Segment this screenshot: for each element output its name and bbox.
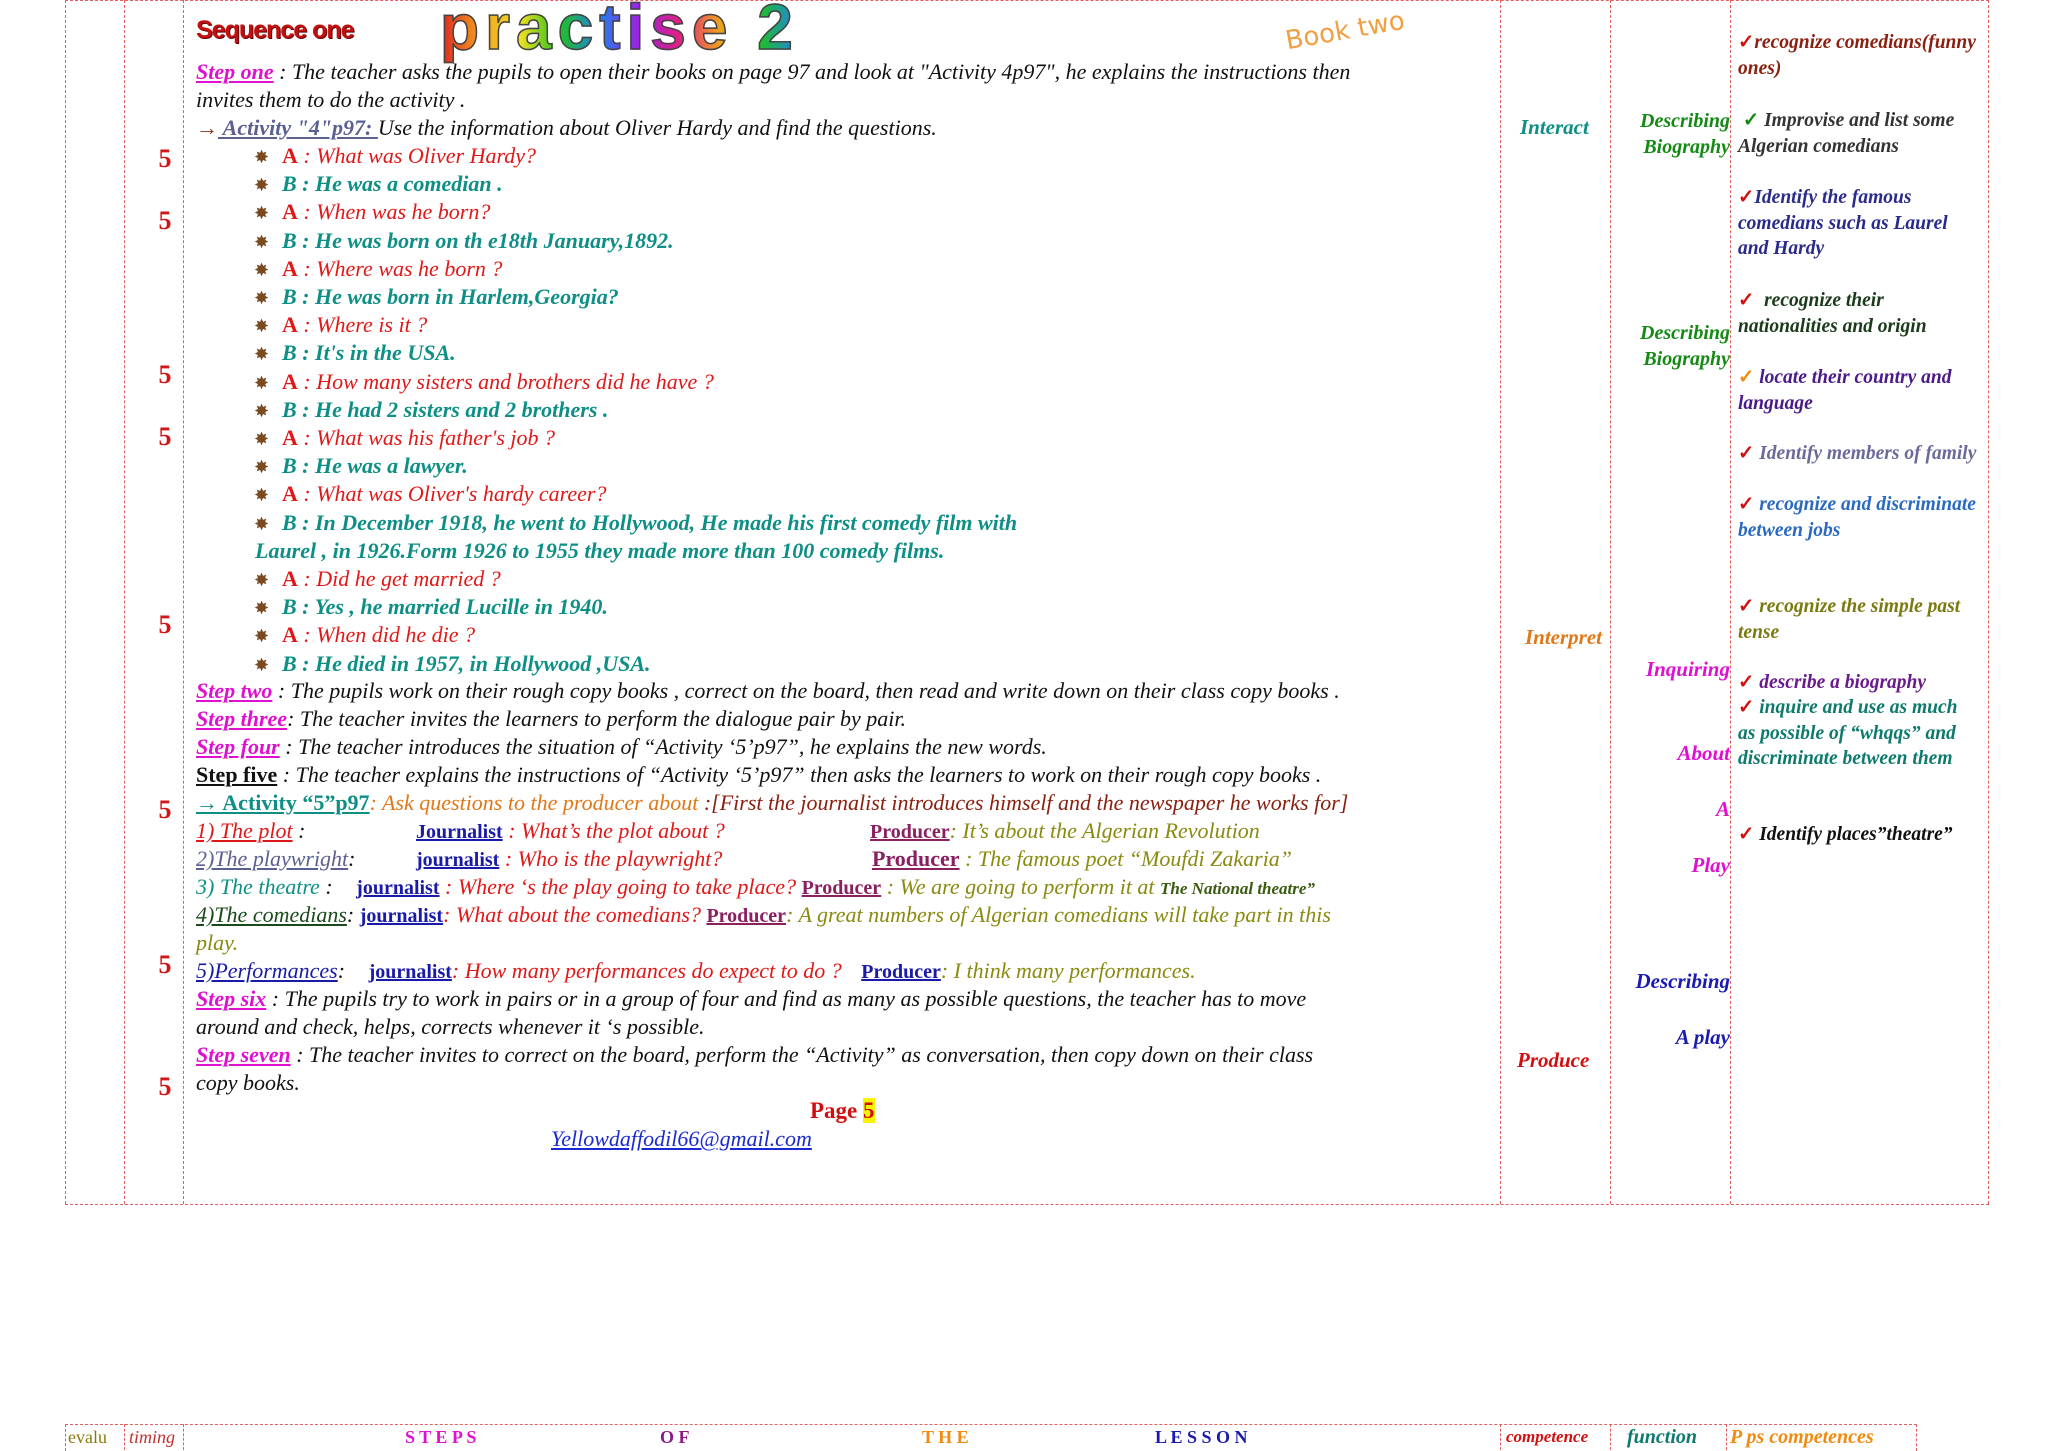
speaker: A [282,566,298,591]
speaker: B : [282,650,310,676]
question: : How many performances do expect to do ? [451,958,842,983]
check-icon: ✓ [1738,367,1755,388]
competence-interpret: Interpret [1525,625,1603,649]
dialogue-line [254,650,651,679]
topic: 1) The plot [196,818,293,843]
page-number-label: Page 5 [810,1098,875,1123]
bullet-icon: ✸ [254,598,270,619]
page-number: 5 [863,1098,875,1123]
competence-interact: Interact [1520,115,1589,139]
topic: 4)The comedians [196,902,347,927]
competence-produce: Produce [1517,1048,1590,1072]
check-icon: ✓ [1738,290,1755,311]
dialogue-line: ✸ A : Where is it ? [254,311,427,340]
pps-item: ✓ Identify places”theatre” [1738,824,1953,845]
footer-divider [124,1424,125,1450]
col-divider [65,0,66,1204]
bullet-icon: ✸ [254,429,270,449]
row-playwright-a [872,845,1292,873]
email-link[interactable]: Yellowdaffodil66@gmail.com [551,1126,812,1151]
journalist-label: journalist [368,961,452,983]
row-performances: 5)Performances: journalist: How many performances do expect to do ? Producer: I think many performances. [196,958,1196,983]
answer: : I think many performances. [940,958,1196,983]
topic: 5)Performances [196,958,338,983]
dialogue-text: He was a lawyer. [315,453,468,479]
footer-timing: timing [129,1427,176,1447]
bullet-icon: ✸ [254,231,270,252]
footer-divider [183,1424,184,1450]
bullet-icon: ✸ [254,400,270,421]
col-divider [1610,0,1611,1204]
dialogue-text: Yes , he married Lucille in 1940. [314,594,608,620]
step-label: Step six [196,986,267,1011]
check-icon: ✓ [1742,110,1760,131]
row-comedians-cont: play. [196,930,239,955]
footer-divider [1610,1424,1611,1450]
speaker: A [282,312,298,338]
dialogue-line: ✸ A : How many sisters and brothers did he have ? [254,368,714,397]
step-two [196,677,1340,705]
check-icon: ✓ [1738,443,1755,464]
book-label: Book two [1283,5,1408,57]
dialogue-line [255,537,944,565]
dialogue-line [254,452,468,481]
speaker: A [282,255,298,281]
dialogue-text: Where was he born ? [316,255,503,281]
producer-label: Producer [872,846,960,871]
activity-note: :[First the journalist introduces himself and the newspaper he works for] [703,790,1349,815]
step-label: Step two [196,678,273,703]
dialogue-line: ✸ A : When was he born? [254,198,490,227]
col-divider [183,0,184,1204]
speaker: A [282,368,298,394]
timing-value: 5 [158,144,172,173]
dialogue-line: ✸ A : What was Oliver Hardy? [254,142,536,171]
dialogue-line [254,593,608,622]
dialogue-text: Did he get married ? [316,566,501,591]
step-text: : The teacher invites to correct on the board, perform the “Activity” as conversation, then copy down on their class [290,1042,1314,1067]
dialogue-text: He was born in Harlem,Georgia? [315,284,619,309]
activity-5-heading [196,789,1348,817]
check-icon: ✓ [1738,32,1755,53]
step-four [196,733,1047,761]
dialogue-text: What was Oliver's hardy career? [316,481,607,507]
timing-value: 5 [158,360,172,389]
row-theatre: 3) The theatre : journalist : Where ‘s the play going to take place? Producer : We are going to perform it at The National theatre” [196,874,1315,899]
step-text: : The teacher introduces the situation of “Activity ‘5’p97”, he explains the new words. [279,734,1047,759]
activity-label: → Activity “5”p97 [196,790,370,815]
dialogue-line: ✸ A : What was Oliver's hardy career? [254,480,606,509]
pps-item: ✓ describe a biography [1738,672,1927,693]
bullet-icon: ✸ [254,457,270,478]
bullet-icon: ✸ [254,147,270,167]
step-text: : The teacher invites the learners to perform the dialogue pair by pair. [287,706,907,731]
journalist-label: journalist [356,877,440,899]
bullet-icon: ✸ [254,259,270,280]
row-plot-q [416,817,725,846]
function-describing: Describing Biography [1640,110,1730,158]
timing-value: 5 [158,950,172,979]
venue: The National theatre” [1160,879,1315,898]
speaker: A [282,199,298,225]
activity-4-heading [196,114,937,142]
row-comedians: 4)The comedians: journalist: What about the comedians? Producer: A great numbers of Algerian comedians will take part in this [196,902,1331,927]
producer-label: Producer [861,961,941,983]
bullet-icon: ✸ [254,570,270,590]
topic: 3) The theatre [196,874,320,899]
timing-value: 5 [158,795,172,824]
question: : What about the comedians? [443,902,701,927]
function-describing: Describing Biography [1640,322,1730,370]
step-three [196,705,906,733]
step-one [196,58,1350,86]
check-icon: ✓ [1738,494,1755,515]
speaker: A [282,143,298,168]
step-seven [196,1041,1313,1069]
col-divider [124,0,125,1204]
dialogue-line [254,283,619,312]
step-six-cont: around and check, helps, corrects whenever it ‘s possible. [196,1014,705,1039]
pps-item: ✓recognize comedians(funny ones) [1738,32,1976,79]
footer-divider [1726,1424,1727,1450]
dialogue-line: ✸ A : Did he get married ? [254,565,501,594]
step-label: Step five [196,762,278,787]
speaker: B : [282,171,310,197]
dialogue-text: When was he born? [316,199,491,225]
step-text: : The teacher asks the pupils to open their books on page 97 and look at "Activity 4p97", he explains the instructions then [273,59,1351,84]
bullet-icon: ✸ [254,372,270,393]
footer-of: O F [660,1427,690,1447]
speaker: B : [282,594,310,620]
bullet-icon: ✸ [254,344,270,365]
row-playwright-q [416,845,722,874]
dialogue-line [254,227,674,256]
footer-the: T H E [922,1427,969,1447]
speaker: A [282,425,298,450]
question: : What’s the plot about ? [502,818,725,843]
dialogue-line [254,170,503,199]
sequence-label: Sequence one [196,16,354,44]
dialogue-text: When did he die ? [316,622,476,648]
question: : Where ‘s the play going to take place? [439,874,797,899]
footer-lesson: L E S S O N [1155,1427,1248,1447]
function-about: About [1677,741,1730,765]
footer-divider [1500,1424,1501,1450]
answer: : We are going to perform it at [881,874,1161,899]
activity-label: Activity "4"p97: [218,115,378,140]
table-top-border [65,0,1989,1]
bullet-icon: ✸ [254,513,270,534]
function-inquiring: Inquiring [1645,657,1730,681]
pps-item: ✓ recognize and discriminate between jobs [1738,494,1976,541]
dialogue-line: ✸ B : It's in the USA. [254,339,456,368]
journalist-label: journalist [359,905,444,927]
speaker: A [282,481,298,507]
col-divider [1988,0,1989,1204]
journalist-label: Journalist [416,821,503,843]
dialogue-line: ✸ A : Where was he born ? [254,255,502,284]
speaker: B : [282,453,310,479]
producer-label: Producer [870,821,950,843]
step-six [196,985,1306,1013]
function-describing-play: Describing [1635,969,1730,993]
dialogue-text: How many sisters and brothers did he have ? [316,368,714,394]
activity-text: Use the information about Oliver Hardy and find the questions. [377,115,937,140]
journalist-label: journalist [416,849,500,871]
dialogue-text: He died in 1957, in Hollywood ,USA. [315,650,651,676]
timing-value: 5 [158,610,172,639]
dialogue-text: Laurel , in 1926.Form 1926 to 1955 they made more than 100 comedy films. [255,537,945,563]
step-label: Step one [196,59,274,84]
bullet-icon: ✸ [254,175,270,196]
pps-item: ✓ Improvise and list some Algerian comedians [1738,110,1955,157]
step-label: Step seven [196,1042,291,1067]
step-five [196,761,1321,789]
table-bottom-border [65,1204,1989,1205]
function-play: Play [1691,853,1730,877]
step-label: Step four [196,734,280,759]
pps-item: ✓Identify the famous comedians such as Laurel and Hardy [1738,187,1948,259]
bullet-icon: ✸ [254,626,270,647]
dialogue-text: What was Oliver Hardy? [316,143,536,168]
step-text: : The pupils work on their rough copy books , correct on the board, then read and write down on their class copy books . [272,678,1340,703]
pps-item: ✓ recognize the simple past tense [1738,596,1961,643]
timing-value: 5 [158,422,172,451]
dialogue-line: ✸ A : When did he die ? [254,621,475,650]
step-text: : The teacher explains the instructions of “Activity ‘5’p97” then asks the learners to work on their rough copy books . [277,762,1322,787]
speaker: B : [282,509,310,535]
pps-item: ✓ recognize their nationalities and origin [1738,290,1927,337]
step-label: Step three [196,706,288,731]
speaker: B : [282,284,310,309]
dialogue-text: He was born on th e18th January,1892. [315,227,674,253]
pps-item: ✓ Identify members of family [1738,443,1977,464]
footer-function: function [1627,1426,1698,1448]
dialogue-text: What was his father's job ? [316,425,555,450]
bullet-icon: ✸ [254,288,270,308]
speaker: A [282,622,298,648]
timing-value: 5 [158,206,172,235]
question: : Who is the playwright? [499,846,723,871]
bullet-icon: ✸ [254,316,270,337]
dialogue-line [254,396,608,425]
step-seven-cont: copy books. [196,1070,300,1095]
producer-label: Producer [706,905,787,927]
dialogue-line [254,509,1017,538]
row-playwright: 2)The playwright: [196,846,356,871]
check-icon: ✓ [1738,596,1755,617]
page-title: practise 2 [440,0,799,64]
bullet-icon: ✸ [254,654,270,675]
arrow-icon: → [196,115,218,140]
footer-pps: P ps competences [1730,1426,1874,1448]
dialogue-text: He was a comedian . [315,171,503,197]
function-a: A [1715,797,1730,821]
check-icon: ✓ [1738,187,1755,208]
timing-value: 5 [158,1072,172,1101]
answer: : It’s about the Algerian Revolution [949,818,1260,843]
producer-label: Producer [801,877,882,899]
row-plot-a [870,817,1260,846]
speaker: B [282,340,297,366]
check-icon: ✓ [1738,697,1755,718]
check-icon: ✓ [1738,672,1755,693]
dialogue-text: It's in the USA. [315,340,456,366]
pps-item: ✓ locate their country and language [1738,367,1952,414]
col-divider [1730,0,1731,1204]
topic: 2)The playwright [196,846,349,871]
dialogue-line: ✸ A : What was his father's job ? [254,424,555,453]
footer-steps: S T E P S [405,1427,477,1447]
footer-competence: competence [1506,1427,1589,1446]
step-text: : The pupils try to work in pairs or in a group of four and find as many as possible questions, the teacher has to move [266,986,1307,1011]
speaker: B : [282,227,310,253]
footer-evalu: evalu [68,1427,107,1447]
speaker: B : [282,396,310,422]
col-divider [1500,0,1501,1204]
step-one-cont: invites them to do the activity . [196,87,466,112]
pps-item: ✓ inquire and use as much as possible of “whqqs” and discriminate between them [1738,697,1958,769]
function-a-play: A play [1675,1025,1730,1049]
dialogue-text: In December 1918, he went to Hollywood, He made his first comedy film with [315,509,1018,535]
bullet-icon: ✸ [254,485,270,506]
answer: : A great numbers of Algerian comedians will take part in this [786,902,1331,927]
dialogue-text: Where is it ? [316,312,428,338]
dialogue-text: He had 2 sisters and 2 brothers . [315,396,609,422]
bullet-icon: ✸ [254,203,270,224]
activity-text: : Ask questions to the producer about [369,790,704,815]
row-plot: 1) The plot : [196,818,306,843]
answer: : The famous poet “Moufdi Zakaria” [959,846,1293,871]
check-icon: ✓ [1738,824,1755,845]
